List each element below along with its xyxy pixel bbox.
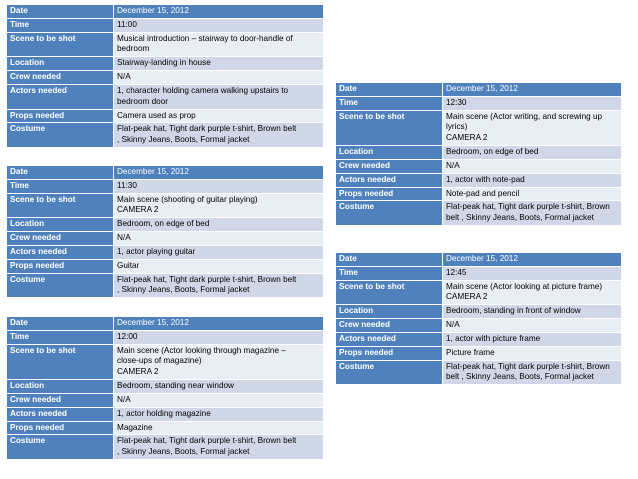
schedule-row <box>7 166 324 179</box>
schedule-table <box>7 317 324 460</box>
field-value-line: Main scene (Actor writing, and screwing up <box>446 111 603 121</box>
field-label: Scene to be shot <box>7 193 114 218</box>
schedule-row <box>336 173 622 187</box>
field-label: Costume <box>7 123 114 148</box>
field-value-line: Flat-peak hat, Tight dark purple t-shirt, Brown belt <box>117 124 297 134</box>
schedule-row <box>7 57 324 71</box>
field-label: Crew needed <box>7 393 114 407</box>
schedule-row <box>7 218 324 232</box>
field-value-line: 1, character holding camera walking upstairs to <box>117 85 289 95</box>
field-label: Actors needed <box>7 245 114 259</box>
field-value <box>114 245 324 259</box>
schedule-row <box>336 280 622 305</box>
schedule-row <box>336 319 622 333</box>
field-label: Crew needed <box>336 319 443 333</box>
field-value: Note-pad and pencil <box>443 187 622 201</box>
field-value: Picture frame <box>443 346 622 360</box>
field-value <box>443 173 622 187</box>
field-value-line: CAMERA 2 <box>446 292 488 302</box>
field-label: Time <box>336 96 443 110</box>
schedule-table <box>336 83 622 226</box>
field-value-line: CAMERA 2 <box>117 205 159 215</box>
field-value: Bedroom, on edge of bed <box>443 146 622 160</box>
field-value: Bedroom, standing in front of window <box>443 305 622 319</box>
field-value <box>114 84 324 109</box>
field-label: Date <box>7 317 114 330</box>
field-value-line: bedroom door <box>117 96 168 106</box>
field-value: N/A <box>443 319 622 333</box>
field-label: Actors needed <box>7 84 114 109</box>
schedule-row <box>7 407 324 421</box>
field-value: 11:00 <box>114 18 324 32</box>
schedule-row <box>7 84 324 109</box>
field-value-line: , Skinny Jeans, Boots, Formal jacket <box>117 285 250 295</box>
schedule-row <box>336 360 622 385</box>
field-value <box>443 332 622 346</box>
field-value <box>443 110 622 145</box>
field-label: Time <box>336 266 443 280</box>
field-value-line: 1, actor playing guitar <box>117 246 196 256</box>
schedule-row <box>7 109 324 123</box>
field-value <box>443 280 622 305</box>
schedule-row <box>336 187 622 201</box>
field-value: December 15, 2012 <box>443 83 622 96</box>
schedule-row <box>336 266 622 280</box>
schedule-row <box>7 179 324 193</box>
field-value-line: belt , Skinny Jeans, Boots, Formal jacket <box>446 372 594 382</box>
schedule-row <box>336 201 622 226</box>
field-value: December 15, 2012 <box>114 5 324 18</box>
field-label: Time <box>7 330 114 344</box>
schedule-row <box>336 83 622 96</box>
field-value: N/A <box>443 159 622 173</box>
field-label: Location <box>336 146 443 160</box>
field-label: Costume <box>336 201 443 226</box>
field-value: Guitar <box>114 259 324 273</box>
field-label: Time <box>7 179 114 193</box>
schedule-row <box>336 346 622 360</box>
field-label: Date <box>336 83 443 96</box>
schedule-row <box>7 330 324 344</box>
field-value <box>443 201 622 226</box>
field-value-line: Flat-peak hat, Tight dark purple t-shirt, Brown belt <box>117 274 297 284</box>
field-value-line: Musical introduction – stairway to door-handle of <box>117 33 293 43</box>
field-label: Scene to be shot <box>7 344 114 379</box>
schedule-row <box>7 393 324 407</box>
field-value-line: bedroom <box>117 44 150 54</box>
field-value-line: 1, actor holding magazine <box>117 408 211 418</box>
schedule-row <box>7 273 324 298</box>
field-value: 12:45 <box>443 266 622 280</box>
field-value-line: Main scene (Actor looking through magazine – <box>117 345 286 355</box>
field-label: Scene to be shot <box>7 32 114 57</box>
schedule-row <box>7 245 324 259</box>
field-label: Props needed <box>336 187 443 201</box>
field-label: Location <box>336 305 443 319</box>
field-value: N/A <box>114 71 324 85</box>
schedule-table <box>7 5 324 148</box>
field-label: Location <box>7 218 114 232</box>
field-value <box>114 193 324 218</box>
schedule-row <box>336 146 622 160</box>
field-label: Costume <box>336 360 443 385</box>
field-value: N/A <box>114 393 324 407</box>
field-value-line: belt , Skinny Jeans, Boots, Formal jacket <box>446 213 594 223</box>
field-label: Actors needed <box>336 332 443 346</box>
field-value-line: CAMERA 2 <box>446 133 488 143</box>
schedule-row <box>7 232 324 246</box>
field-value-line: 1, actor with note-pad <box>446 174 525 184</box>
field-value-line: , Skinny Jeans, Boots, Formal jacket <box>117 447 250 457</box>
schedule-table <box>336 253 622 385</box>
schedule-row <box>7 344 324 379</box>
field-value: Bedroom, standing near window <box>114 380 324 394</box>
schedule-table <box>7 166 324 298</box>
field-label: Crew needed <box>336 159 443 173</box>
field-value: Bedroom, on edge of bed <box>114 218 324 232</box>
field-value: N/A <box>114 232 324 246</box>
field-value: Camera used as prop <box>114 109 324 123</box>
schedule-row <box>7 317 324 330</box>
field-value-line: Flat-peak hat, Tight dark purple t-shirt, Brown <box>446 202 610 212</box>
field-label: Scene to be shot <box>336 280 443 305</box>
field-label: Location <box>7 57 114 71</box>
field-value: Stairway-landing in house <box>114 57 324 71</box>
field-label: Scene to be shot <box>336 110 443 145</box>
field-label: Date <box>336 253 443 266</box>
field-value-line: CAMERA 2 <box>117 367 159 377</box>
schedule-row <box>7 193 324 218</box>
schedule-row <box>7 18 324 32</box>
field-label: Actors needed <box>336 173 443 187</box>
field-value <box>114 344 324 379</box>
field-label: Props needed <box>7 109 114 123</box>
field-label: Time <box>7 18 114 32</box>
field-value <box>114 123 324 148</box>
field-value <box>114 435 324 460</box>
field-label: Date <box>7 5 114 18</box>
schedule-row <box>336 96 622 110</box>
field-value: December 15, 2012 <box>443 253 622 266</box>
field-value: December 15, 2012 <box>114 166 324 179</box>
field-label: Crew needed <box>7 232 114 246</box>
field-value-line: Flat-peak hat, Tight dark purple t-shirt, Brown belt <box>117 436 297 446</box>
field-value <box>443 360 622 385</box>
field-value: 11:30 <box>114 179 324 193</box>
field-label: Props needed <box>7 421 114 435</box>
field-label: Props needed <box>7 259 114 273</box>
field-value-line: Flat-peak hat, Tight dark purple t-shirt, Brown <box>446 361 610 371</box>
field-value-line: Main scene (Actor looking at picture frame) <box>446 281 603 291</box>
field-label: Location <box>7 380 114 394</box>
field-value-line: lyrics) <box>446 122 468 132</box>
schedule-row <box>336 159 622 173</box>
field-value-line: , Skinny Jeans, Boots, Formal jacket <box>117 135 250 145</box>
schedule-row <box>7 5 324 18</box>
field-value <box>114 407 324 421</box>
schedule-row <box>336 110 622 145</box>
schedule-row <box>7 123 324 148</box>
field-value: Magazine <box>114 421 324 435</box>
field-label: Costume <box>7 273 114 298</box>
field-value-line: close-ups of magazine) <box>117 356 202 366</box>
field-label: Actors needed <box>7 407 114 421</box>
field-label: Costume <box>7 435 114 460</box>
field-value-line: Main scene (shooting of guitar playing) <box>117 194 258 204</box>
schedule-row <box>7 435 324 460</box>
schedule-row <box>336 253 622 266</box>
field-value: 12:30 <box>443 96 622 110</box>
field-value: December 15, 2012 <box>114 317 324 330</box>
schedule-row <box>7 71 324 85</box>
field-label: Date <box>7 166 114 179</box>
schedule-row <box>7 259 324 273</box>
field-label: Props needed <box>336 346 443 360</box>
schedule-row <box>336 305 622 319</box>
field-value <box>114 32 324 57</box>
schedule-row <box>336 332 622 346</box>
field-value-line: 1, actor with picture frame <box>446 333 541 343</box>
field-value: 12:00 <box>114 330 324 344</box>
schedule-row <box>7 421 324 435</box>
field-value <box>114 273 324 298</box>
field-label: Crew needed <box>7 71 114 85</box>
schedule-row <box>7 32 324 57</box>
schedule-row <box>7 380 324 394</box>
